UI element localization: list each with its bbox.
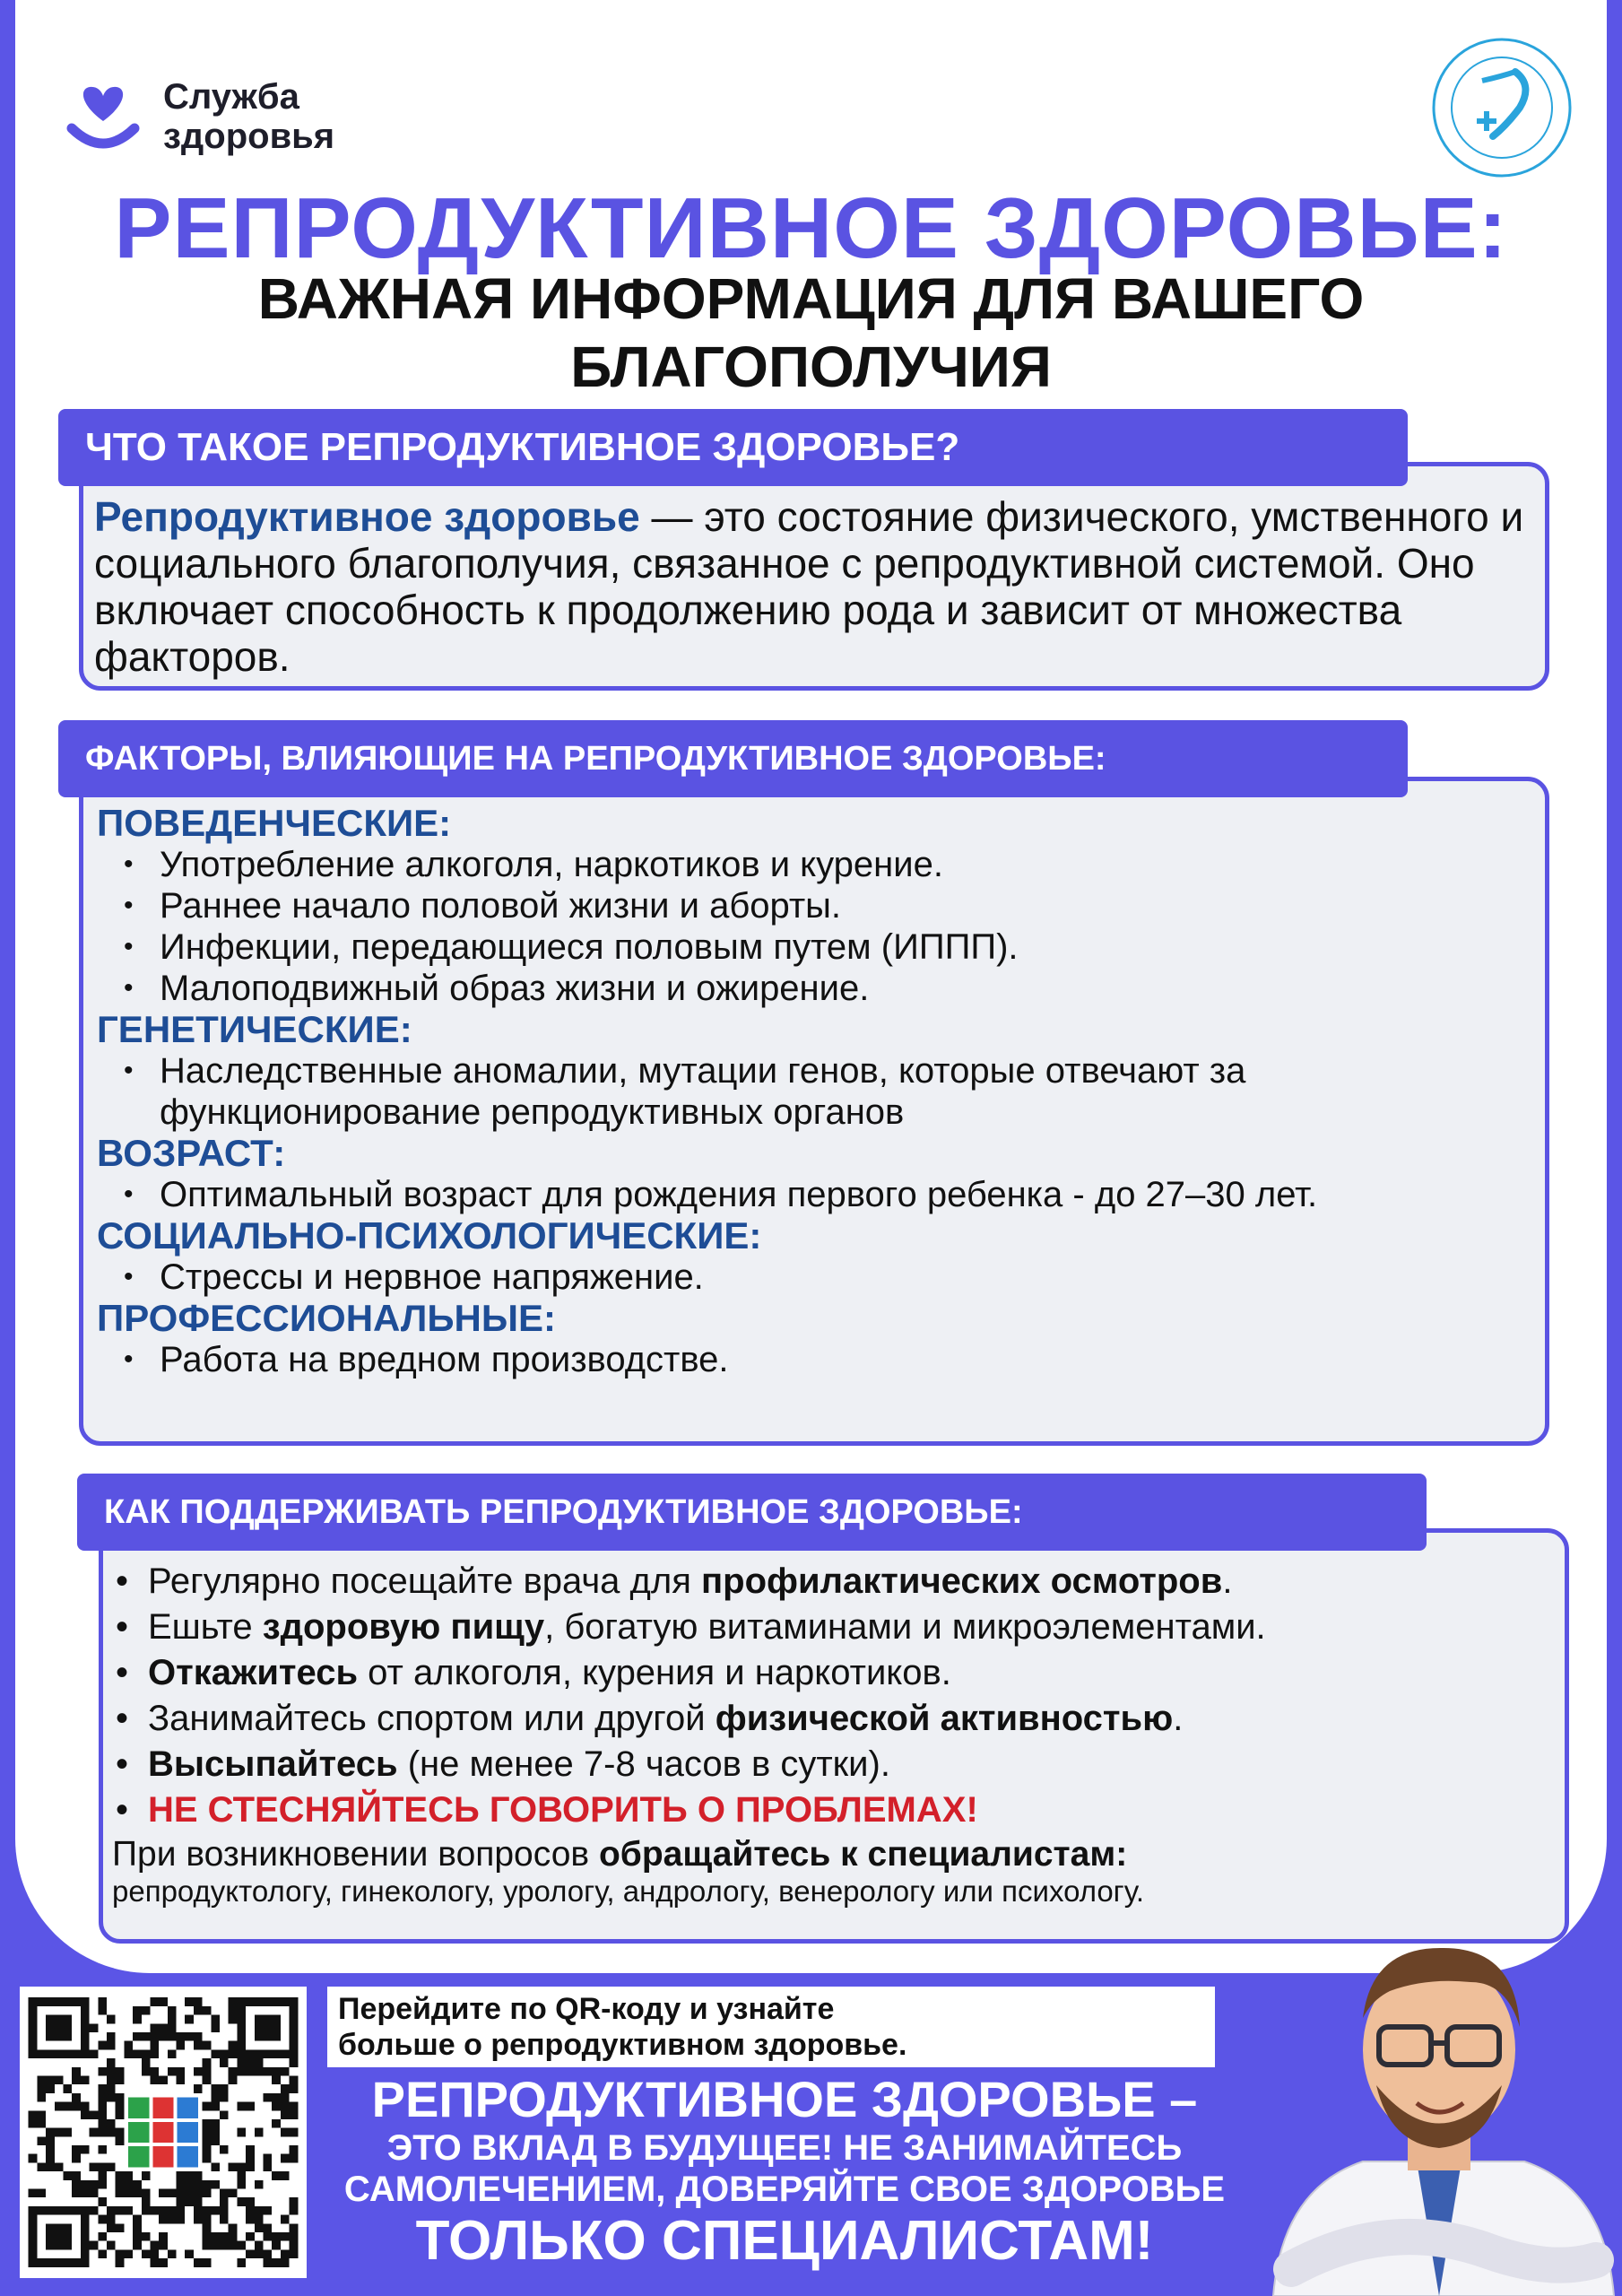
specialists-list: репродуктологу, гинекологу, урологу, андрологу, венерологу или психологу. <box>112 1874 1145 1908</box>
factor-group-title: СОЦИАЛЬНО-ПСИХОЛОГИЧЕСКИЕ: <box>97 1214 762 1257</box>
brand-line2: здоровья <box>163 117 335 156</box>
definition-text <box>94 493 1529 680</box>
slogan-line1: РЕПРОДУКТИВНОЕ ЗДОРОВЬЕ – <box>371 2071 1198 2127</box>
alert-text: НЕ СТЕСНЯЙТЕСЬ ГОВОРИТЬ О ПРОБЛЕМАХ! <box>148 1790 978 1830</box>
factors-heading: ФАКТОРЫ, ВЛИЯЮЩИЕ НА РЕПРОДУКТИВНОЕ ЗДОРОВЬЕ: <box>58 720 1408 797</box>
support-list <box>112 1559 1538 1909</box>
brand-logo <box>63 76 334 157</box>
list-item: • Регулярно посещайте врача для профилактических осмотров. <box>148 1559 1538 1605</box>
qr-caption-line2: больше о репродуктивном здоровье. <box>338 2028 907 2062</box>
qr-caption-line1: Перейдите по QR-коду и узнайте <box>338 1992 835 2026</box>
definition-term: Репродуктивное здоровье <box>94 493 640 540</box>
factor-group-title: ВОЗРАСТ: <box>97 1132 286 1174</box>
slogan-line3: САМОЛЕЧЕНИЕМ, ДОВЕРЯЙТЕ СВОЕ ЗДОРОВЬЕ <box>343 2170 1226 2209</box>
factor-group-title: ПОВЕДЕНЧЕСКИЕ: <box>97 802 452 844</box>
factor-group-items <box>97 844 1496 1009</box>
qr-caption <box>327 1987 1215 2067</box>
definition-body: — это состояние физического, умственного и социального благополучия, связанное с репродуктивной системой. Оно включает способность к продолжению рода и зависит от множества факторов. <box>94 493 1524 680</box>
factor-group-title: ПРОФЕССИОНАЛЬНЫЕ: <box>97 1297 556 1339</box>
slogan-line4: ТОЛЬКО СПЕЦИАЛИСТАМ! <box>415 2210 1154 2272</box>
specialists-callout: При возникновении вопросов обращайтесь к специалистам: <box>112 1835 1128 1874</box>
list-item: • Инфекции, передающиеся половым путем (ИППП). <box>160 926 1496 968</box>
subtitle-line2: БЛАГОПОЛУЧИЯ <box>570 335 1052 399</box>
page-title: РЕПРОДУКТИВНОЕ ЗДОРОВЬЕ: <box>114 180 1508 276</box>
factor-group-items <box>97 1339 1496 1380</box>
list-item: • Раннее начало половой жизни и аборты. <box>160 885 1496 926</box>
factor-group-items <box>97 1257 1496 1298</box>
brand-name <box>163 77 334 156</box>
list-item: • Работа на вредном производстве. <box>160 1339 1496 1380</box>
factor-group-items <box>97 1174 1496 1215</box>
definition-heading: ЧТО ТАКОЕ РЕПРОДУКТИВНОЕ ЗДОРОВЬЕ? <box>58 409 1408 486</box>
subtitle-line1: ВАЖНАЯ ИНФОРМАЦИЯ ДЛЯ ВАШЕГО <box>257 266 1365 331</box>
list-item: • Употребление алкоголя, наркотиков и курение. <box>160 844 1496 885</box>
slogan-line2: ЭТО ВКЛАД В БУДУЩЕЕ! НЕ ЗАНИМАЙТЕСЬ <box>386 2128 1183 2168</box>
list-item: • Стрессы и нервное напряжение. <box>160 1257 1496 1298</box>
factors-list <box>97 803 1496 1380</box>
list-item: • Откажитесь от алкоголя, курения и наркотиков. <box>148 1650 1538 1696</box>
list-item: • Ешьте здоровую пищу, богатую витаминами и микроэлементами. <box>148 1605 1538 1650</box>
qr-code-icon[interactable] <box>20 1987 307 2278</box>
doctor-illustration <box>1255 1892 1622 2296</box>
list-item: • Высыпайтесь (не менее 7-8 часов в сутки). <box>148 1742 1538 1787</box>
factor-group-items <box>97 1050 1496 1133</box>
list-item: • Наследственные аномалии, мутации генов, которые отвечают за функционирование репродуктивных органов <box>160 1050 1496 1133</box>
heart-smile-icon <box>63 76 143 157</box>
list-item: • Занимайтесь спортом или другой физической активностью. <box>148 1696 1538 1742</box>
support-heading: КАК ПОДДЕРЖИВАТЬ РЕПРОДУКТИВНОЕ ЗДОРОВЬЕ: <box>77 1474 1427 1551</box>
closing-slogan <box>318 2072 1251 2273</box>
list-item <box>148 1787 1538 1833</box>
list-item: • Оптимальный возраст для рождения первого ребенка - до 27–30 лет. <box>160 1174 1496 1215</box>
list-item: • Малоподвижный образ жизни и ожирение. <box>160 968 1496 1009</box>
factor-group-title: ГЕНЕТИЧЕСКИЕ: <box>97 1008 412 1050</box>
brand-line1: Служба <box>163 77 299 117</box>
page-subtitle <box>0 265 1622 401</box>
ministry-seal-icon <box>1430 36 1574 179</box>
